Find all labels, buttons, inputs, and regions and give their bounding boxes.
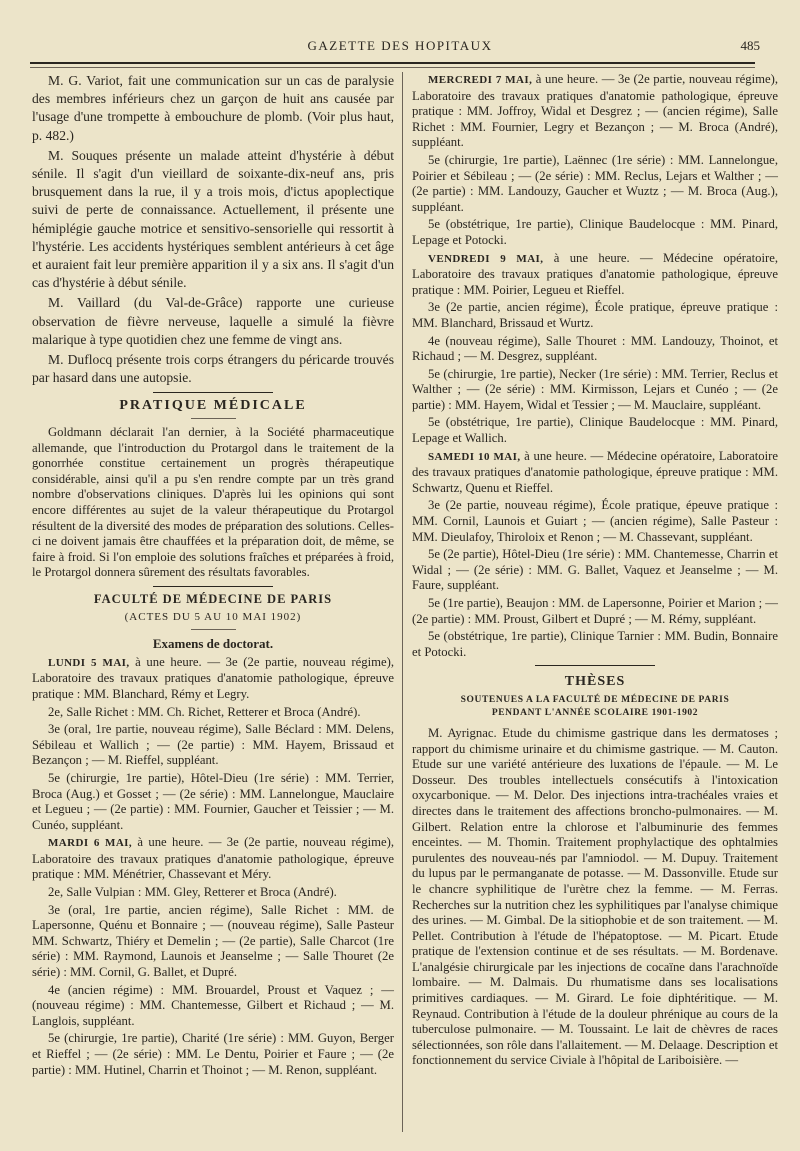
exam-entry: 4e (ancien régime) : MM. Brouardel, Proust et Vaquez ; — (nouveau régime) : MM. Chantemesse, Gilbert et Richaud ; — M. Langlois, suppléant. (32, 982, 394, 1028)
exam-entry: 2e, Salle Vulpian : MM. Gley, Retterer et Broca (André). (48, 885, 337, 900)
section-title-theses: THÈSES (564, 674, 626, 690)
exam-entry: VENDREDI 9 MAI, à une heure. — Médecine opératoire, Laboratoire des travaux pratiques d'anatomie pathologique, épreuve pratique : MM. Poirier, Legueu et Rieffel. (412, 250, 779, 297)
column-divider (402, 72, 403, 1132)
exam-entry: 5e (obstétrique, 1re partie), Clinique Tarnier : MM. Budin, Bonnaire et Potocki. (412, 629, 778, 659)
section-divider (535, 665, 655, 666)
exam-entry: 3e (2e partie, ancien régime), École pratique, épreuve pratique : MM. Blanchard, Brissaud et Wurtz. (412, 300, 778, 330)
exam-entry: 3e (2e partie, nouveau régime), École pratique, épeuve pratique : MM. Cornil, Launois et Guiart ; — (ancien régime), Salle Pasteur : MM. Dieulafoy, Thiroloix et Renon ; — M. Chassevant, suppléant. (412, 498, 778, 544)
exam-day: MARDI 6 MAI, (48, 837, 133, 850)
exam-entry: 5e (chirurgie, 1re partie), Laënnec (1re série) : MM. Lannelongue, Poirier et Sébileau ; — (2e série) : MM. Reclus, Lejars et Walther ; — (2e partie) : MM. Landouzy, Gaucher et Wuztz ; — M. Broca (Aug.), suppléant. (412, 152, 778, 214)
exam-entry: 5e (chirurgie, 1re partie), Necker (1re série) : MM. Terrier, Reclus et Walther ; — (2e série) : MM. Kirmisson, Lejars et Cunéo ; — (2e partie) : MM. Hayem, Widal et Tessier ; — M. Mauclaire, suppléant. (412, 366, 778, 412)
faculte-subtitle: (ACTES DU 5 AU 10 MAI 1902) (124, 610, 302, 623)
section-divider-short (191, 629, 236, 630)
examens-heading: Examens de doctorat. (152, 636, 274, 652)
exam-entry: 5e (chirurgie, 1re partie), Charité (1re série) : MM. Guyon, Berger et Rieffel ; — (2e série) : MM. Le Dentu, Poirier et Faure ; — (2e partie) : MM. Hutinel, Charrin et Thoinot ; — M. Renon, suppléant. (32, 1031, 394, 1077)
exam-entry: MARDI 6 MAI, à une heure. — 3e (2e partie, nouveau régime), Laboratoire des travaux pratiques d'anatomie pathologique, épreuve pratique : MM. Ménétrier, Chassevant et Méry. (32, 835, 394, 882)
section-divider (153, 392, 273, 393)
paragraph-vaillard: M. Vaillard (du Val-de-Grâce) rapporte une curieuse observation de fièvre nerveuse, laquelle a simulé la fièvre malarique à type quotidien chez une femme de vingt ans. (32, 295, 394, 347)
exam-entry: 5e (chirurgie, 1re partie), Hôtel-Dieu (1re série) : MM. Terrier, Broca (Aug.) et Gosset ; — (2e série) : MM. Lannelongue, Mauclaire et Legueu ; — (2e partie) : MM. Fournier, Gaucher et Teissier ; — M. Cunéo, suppléant. (32, 770, 394, 832)
exam-entry: 3e (oral, 1re partie, nouveau régime), Salle Béclard : MM. Delens, Sébileau et Wallich ; — (2e partie) : MM. Hayem, Brissaud et Bezançon ; — M. Rieffel, suppléant. (32, 722, 394, 768)
header-rule-thin (30, 67, 755, 68)
exam-entry: SAMEDI 10 MAI, à une heure. — Médecine opératoire, Laboratoire des travaux pratiques d'anatomie pathologique, épreuve pratique : MM. Schwartz, Quenu et Rieffel. (412, 448, 779, 495)
exam-entry: MERCREDI 7 MAI, à une heure. — 3e (2e partie, nouveau régime), Laboratoire des travaux pratiques d'anatomie pathologique, épreuve pratique : MM. Joffroy, Widal et Desgrez ; — (ancien régime), Salle Richet : MM. Fournier, Legry et Bezançon ; — M. Broca (André), suppléant. (412, 72, 778, 150)
exam-day: MERCREDI 7 MAI, (428, 74, 533, 86)
section-divider-short (191, 418, 236, 419)
exam-entry: 5e (1re partie), Beaujon : MM. de Lapersonne, Poirier et Marion ; — (2e partie) : MM. Proust, Gilbert et Dupré ; — M. Rémy, suppléant. (412, 596, 778, 626)
header-rule (30, 62, 755, 64)
page-number: 485 (740, 38, 760, 53)
exam-entry: 4e (nouveau régime), Salle Thouret : MM. Landouzy, Thoinot, et Richaud ; — M. Desgrez, suppléant. (412, 333, 778, 364)
exam-entry: 5e (2e partie), Hôtel-Dieu (1re série) : MM. Chantemesse, Charrin et Widal ; — (2e série) : MM. G. Ballet, Vaquez et Jeanselme ; — M. Faure, suppléant. (412, 547, 778, 593)
section-title-faculte: FACULTÉ DE MÉDECINE DE PARIS (93, 591, 333, 606)
paragraph-duflocq: M. Duflocq présente trois corps étrangers du péricarde trouvés par hasard dans une autopsie. (32, 352, 394, 386)
exam-day: LUNDI 5 MAI, (48, 656, 130, 669)
paragraph-pratique: Goldmann déclarait l'an dernier, à la Société pharmaceutique allemande, que l'introduction du Protargol dans le traitement de la gonorrhée constitue certainement un progrès thérapeutique considérable, ainsi qu'il a pu s'en rendre compte par un très grand nombre d'observations cliniques. D'après lui les opinions qui sont encore différentes au sujet de la valeur thérapeutique du Protargol résultent de la diversité des modes de préparation des solutions. Celles-ci ne doivent jamais être chauffées et la préparation doit, de même, se faire à froid. Si l'on emploie des solutions fraîches et préparées à froid, le Protargol donnera sûrement des résultats favorables. (32, 425, 394, 580)
exam-entry: 2e, Salle Richet : MM. Ch. Richet, Retterer et Broca (André). (48, 704, 361, 719)
exam-entry: 5e (obstétrique, 1re partie), Clinique Baudelocque : MM. Pinard, Lepage et Potocki. (412, 217, 778, 247)
journal-title: GAZETTE DES HOPITAUX (307, 38, 493, 53)
paragraph-variot: M. G. Variot, fait une communication sur un cas de paralysie des membres inférieurs chez un garçon de huit ans causée par l'usage d'une trompette à embouchure de plomb. (Voir plus haut, p. 482.) (32, 73, 394, 143)
theses-subtitle: SOUTENUES A LA FACULTÉ DE MÉDECINE DE PARIS PENDANT L'ANNÉE SCOLAIRE 1901-1902 (460, 694, 730, 718)
section-title-pratique: PRATIQUE MÉDICALE (119, 398, 307, 414)
exam-day: SAMEDI 10 MAI, (428, 450, 521, 463)
running-head (40, 38, 760, 58)
exam-entry: 3e (oral, 1re partie, ancien régime), Salle Richet : MM. de Lapersonne, Quénu et Bonnaire ; — (nouveau régime), Salle Pasteur MM. Schwartz, Thiéry et Demelin ; — (2e partie), Salle Charcot (1re série) : MM. Raymond, Launois et Jeanselme ; — Salle Thouret (2e série) : MM. Cornil, G. Ballet, et Dupré. (32, 902, 394, 980)
left-column (32, 72, 394, 1080)
exam-day: VENDREDI 9 MAI, (428, 252, 544, 265)
paragraph-souques: M. Souques présente un malade atteint d'hystérie à début sénile. Il s'agit d'un vieillard de soixante-dix-neuf ans, pris brusquement dans la rue, il y a trois mois, d'ictus apoplectique suivi de perte de connaissance. Actuellement, il présente une hémiplégie gauche motrice et sensitivo-sensorielle qui ressortit à l'hystérie. Les accidents hystériques semblent antérieurs à cet âge et auraient fait leur première apparition il y a six ans. Il s'agit d'un cas d'hystérie à début sénile. (32, 147, 394, 291)
section-divider (153, 586, 273, 587)
paragraph-theses: M. Ayrignac. Etude du chimisme gastrique dans les dermatoses ; rapport du chimisme urinaire et du chimisme gastrique. — M. Cauton. Etude sur une variété antérieure des luxations de l'épaule. — M. Le Dosseur. Des troubles intellectuels consécutifs à l'intoxication oxycarbonique. — M. Delor. Des injections intra-trachéales vraies et directes dans le traitement des affections broncho-pulmonaires. — M. Gilbert. Relation entre la chlorose et l'albuminurie des femmes enceintes. — M. Thomin. Traitement prophylactique des ophtalmies purulentes des nouveau-nés par l'amniodol. — M. Dupuy. Traitement du lupus par le permanganate de potasse. — M. Dassonville. Etude sur le chancre syphilitique de l'urètre chez la femme. — M. Ferras. Recherches sur la nutrition chez les syphilitiques par l'analyse chimique des urines. — M. Gimbal. De la sitiophobie et de son traitement. — M. Pellet. Contribution à l'étude de l'hépatoptose. — M. Picart. Etude pratique de l'extension continue et de ses résultats. — M. Bordenave. L'analgésie chirurgicale par les injections de cocaïne dans l'arachnoïde lombaire. — M. Dalmais. Du rhumatisme dans ses localisations primitives cardiaques. — M. Girard. Le foie diphtéritique. — M. Reynaud. Contribution à l'étude de la douleur phrénique au cours de la tuberculose pulmonaire. — M. Toussaint. Le lait de chèvres de races sélectionnées, son rôle dans l'allaitement. — M. Delaage. Description et fonctionnement du service Civiale à l'hôpital de Lariboisière. — (412, 725, 778, 1068)
exam-entry: LUNDI 5 MAI, à une heure. — 3e (2e partie, nouveau régime), Laboratoire des travaux pratiques d'anatomie pathologique, épreuve pratique : MM. Blanchard, Rémy et Legry. (32, 654, 395, 701)
exam-entry: 5e (obstétrique, 1re partie), Clinique Baudelocque : MM. Pinard, Lepage et Wallich. (412, 415, 778, 446)
right-column (412, 72, 778, 1071)
